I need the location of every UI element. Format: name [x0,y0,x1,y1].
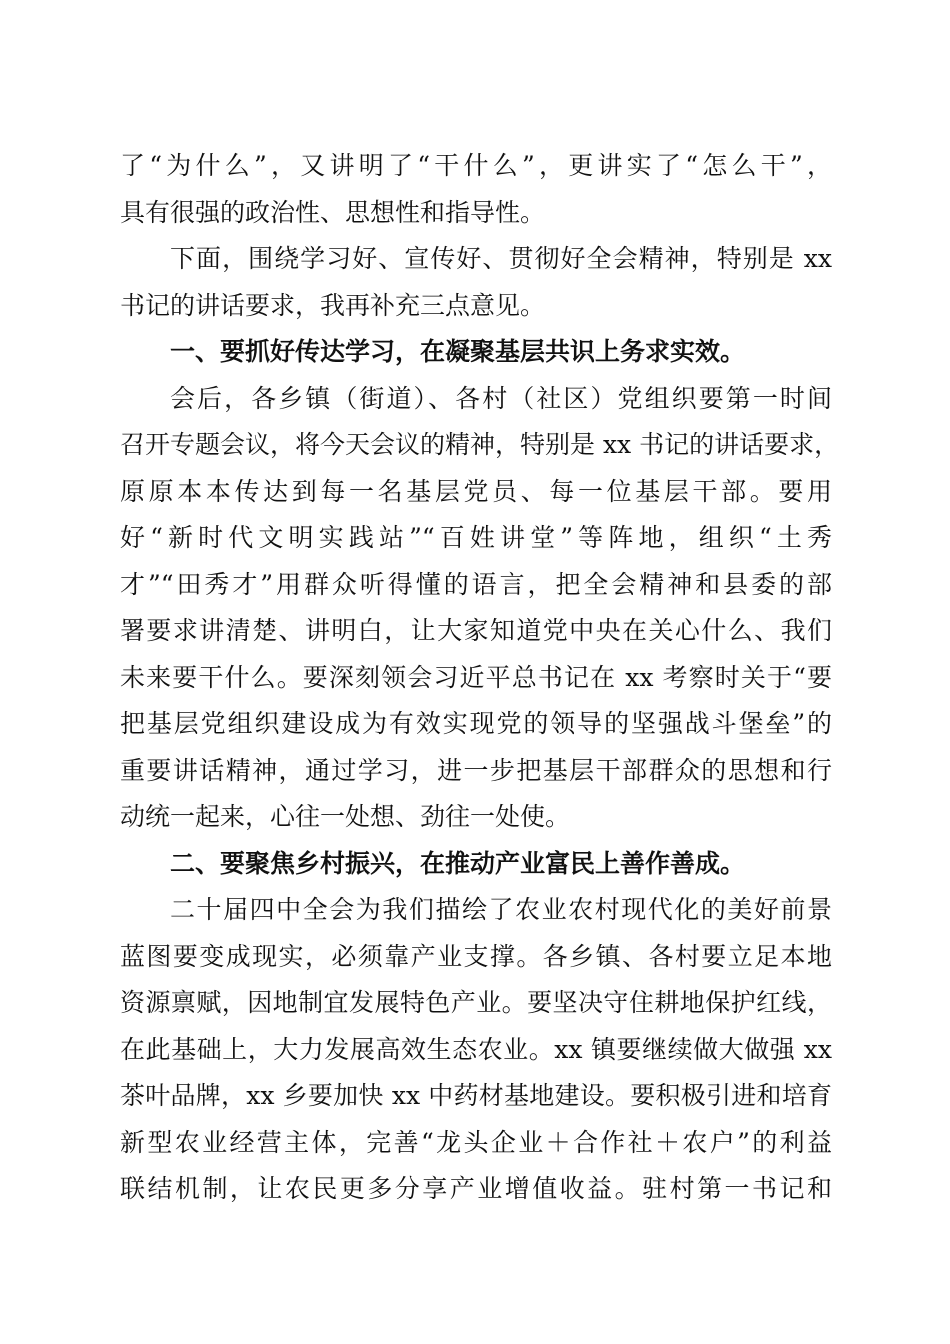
section-heading-1: 一、要抓好传达学习，在凝聚基层共识上务求实效。 [170,337,746,366]
text-line: 好“新时代文明实践站”“百姓讲堂”等阵地，组织“土秀 [120,523,832,552]
text-line: 了“为什么”，又讲明了“干什么”，更讲实了“怎么干”， [120,151,832,180]
text-line: 茶叶品牌，xx 乡要加快 xx 中药材基地建设。要积极引进和培育 [120,1081,832,1110]
text-line: 未来要干什么。要深刻领会习近平总书记在 xx 考察时关于“要 [120,662,832,692]
text-line: 具有很强的政治性、思想性和指导性。 [120,197,546,227]
text-line: 联结机制，让农民更多分享产业增值收益。驻村第一书记和 [120,1174,832,1203]
text-line: 书记的讲话要求，我再补充三点意见。 [120,290,546,320]
text-line: 蓝图要变成现实，必须靠产业支撑。各乡镇、各村要立足本地 [120,941,832,971]
text-line: 把基层党组织建设成为有效实现党的领导的坚强战斗堡垒”的 [120,709,832,738]
text-line: 动统一起来，心往一处想、劲往一处使。 [120,802,571,831]
text-line: 新型农业经营主体，完善“龙头企业＋合作社＋农户”的利益 [120,1127,832,1157]
text-line: 重要讲话精神，通过学习，进一步把基层干部群众的思想和行 [120,755,832,785]
text-line: 才”“田秀才”用群众听得懂的语言，把全会精神和县委的部 [120,569,832,599]
text-line: 原原本本传达到每一名基层党员、每一位基层干部。要用 [120,476,832,506]
text-line: 二十届四中全会为我们描绘了农业农村现代化的美好前景 [170,895,832,924]
text-line: 署要求讲清楚、讲明白，让大家知道党中央在关心什么、我们 [120,616,832,645]
text-line: 下面，围绕学习好、宣传好、贯彻好全会精神，特别是 xx [170,244,832,273]
text-line: 资源禀赋，因地制宜发展特色产业。要坚决守住耕地保护红线， [120,988,832,1017]
text-line: 召开专题会议，将今天会议的精神，特别是 xx 书记的讲话要求， [120,430,840,459]
document-body [120,143,840,1213]
section-heading-2: 二、要聚焦乡村振兴，在推动产业富民上善作善成。 [170,848,746,878]
text-line: 在此基础上，大力发展高效生态农业。xx 镇要继续做大做强 xx [120,1034,832,1064]
text-line: 会后，各乡镇（街道）、各村（社区）党组织要第一时间 [170,383,832,413]
